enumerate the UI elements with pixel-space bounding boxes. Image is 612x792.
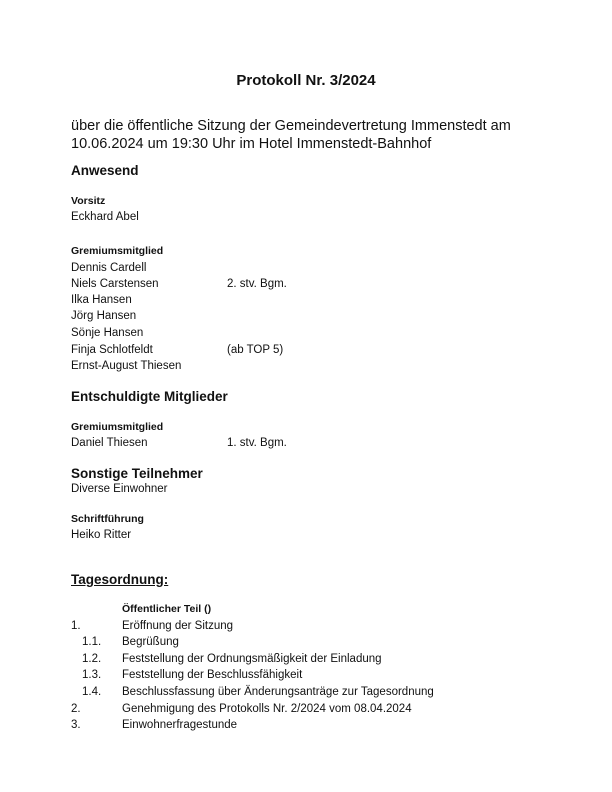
agenda-item-text: Feststellung der Ordnungsmäßigkeit der Einladung — [122, 653, 382, 665]
member-name: Daniel Thiesen — [71, 437, 148, 449]
member-note: 2. stv. Bgm. — [227, 278, 287, 290]
agenda-item-number: 1.2. — [82, 653, 102, 665]
agenda-heading: Tagesordnung: — [71, 572, 169, 587]
agenda-item-text: Einwohnerfragestunde — [122, 719, 238, 731]
member-name: Niels Carstensen — [71, 278, 159, 290]
agenda-item-number: 1.3. — [82, 669, 102, 681]
vorsitz-label: Vorsitz — [71, 195, 106, 207]
gremium-label: Gremiumsmitglied — [71, 421, 164, 433]
member-name: Ernst-August Thiesen — [71, 360, 182, 372]
member-name: Jörg Hansen — [71, 310, 137, 322]
agenda-item-text: Eröffnung der Sitzung — [122, 620, 234, 632]
page-title: Protokoll Nr. 3/2024 — [236, 72, 376, 89]
section-heading-anwesend: Anwesend — [71, 163, 139, 178]
agenda-section-label: Öffentlicher Teil () — [122, 603, 212, 615]
agenda-item-number: 1. — [71, 620, 81, 632]
agenda-item-text: Begrüßung — [122, 636, 179, 648]
agenda-item-text: Genehmigung des Protokolls Nr. 2/2024 vom 08.04.2024 — [122, 703, 412, 715]
gremium-label: Gremiumsmitglied — [71, 245, 164, 257]
schriftfuehrung-label: Schriftführung — [71, 513, 144, 525]
member-note: (ab TOP 5) — [227, 344, 284, 356]
agenda-item-number: 3. — [71, 719, 81, 731]
subject-line-2: 10.06.2024 um 19:30 Uhr im Hotel Immenstedt-Bahnhof — [71, 136, 432, 152]
agenda-item-number: 2. — [71, 703, 81, 715]
agenda-item-text: Feststellung der Beschlussfähigkeit — [122, 669, 303, 681]
vorsitz-name: Eckhard Abel — [71, 211, 139, 223]
agenda-item-text: Beschlussfassung über Änderungsanträge zur Tagesordnung — [122, 686, 434, 698]
member-name: Ilka Hansen — [71, 294, 132, 306]
section-heading-entschuldigt: Entschuldigte Mitglieder — [71, 389, 228, 404]
schriftfuehrung-name: Heiko Ritter — [71, 529, 132, 541]
member-name: Sönje Hansen — [71, 327, 144, 339]
section-heading-sonstige: Sonstige Teilnehmer — [71, 466, 203, 481]
agenda-item-number: 1.4. — [82, 686, 102, 698]
subject-line-1: über die öffentliche Sitzung der Gemeindevertretung Immenstedt am — [71, 118, 511, 134]
member-note: 1. stv. Bgm. — [227, 437, 287, 449]
sonstige-text: Diverse Einwohner — [71, 483, 168, 495]
member-name: Dennis Cardell — [71, 262, 147, 274]
member-name: Finja Schlotfeldt — [71, 344, 153, 356]
agenda-item-number: 1.1. — [82, 636, 102, 648]
